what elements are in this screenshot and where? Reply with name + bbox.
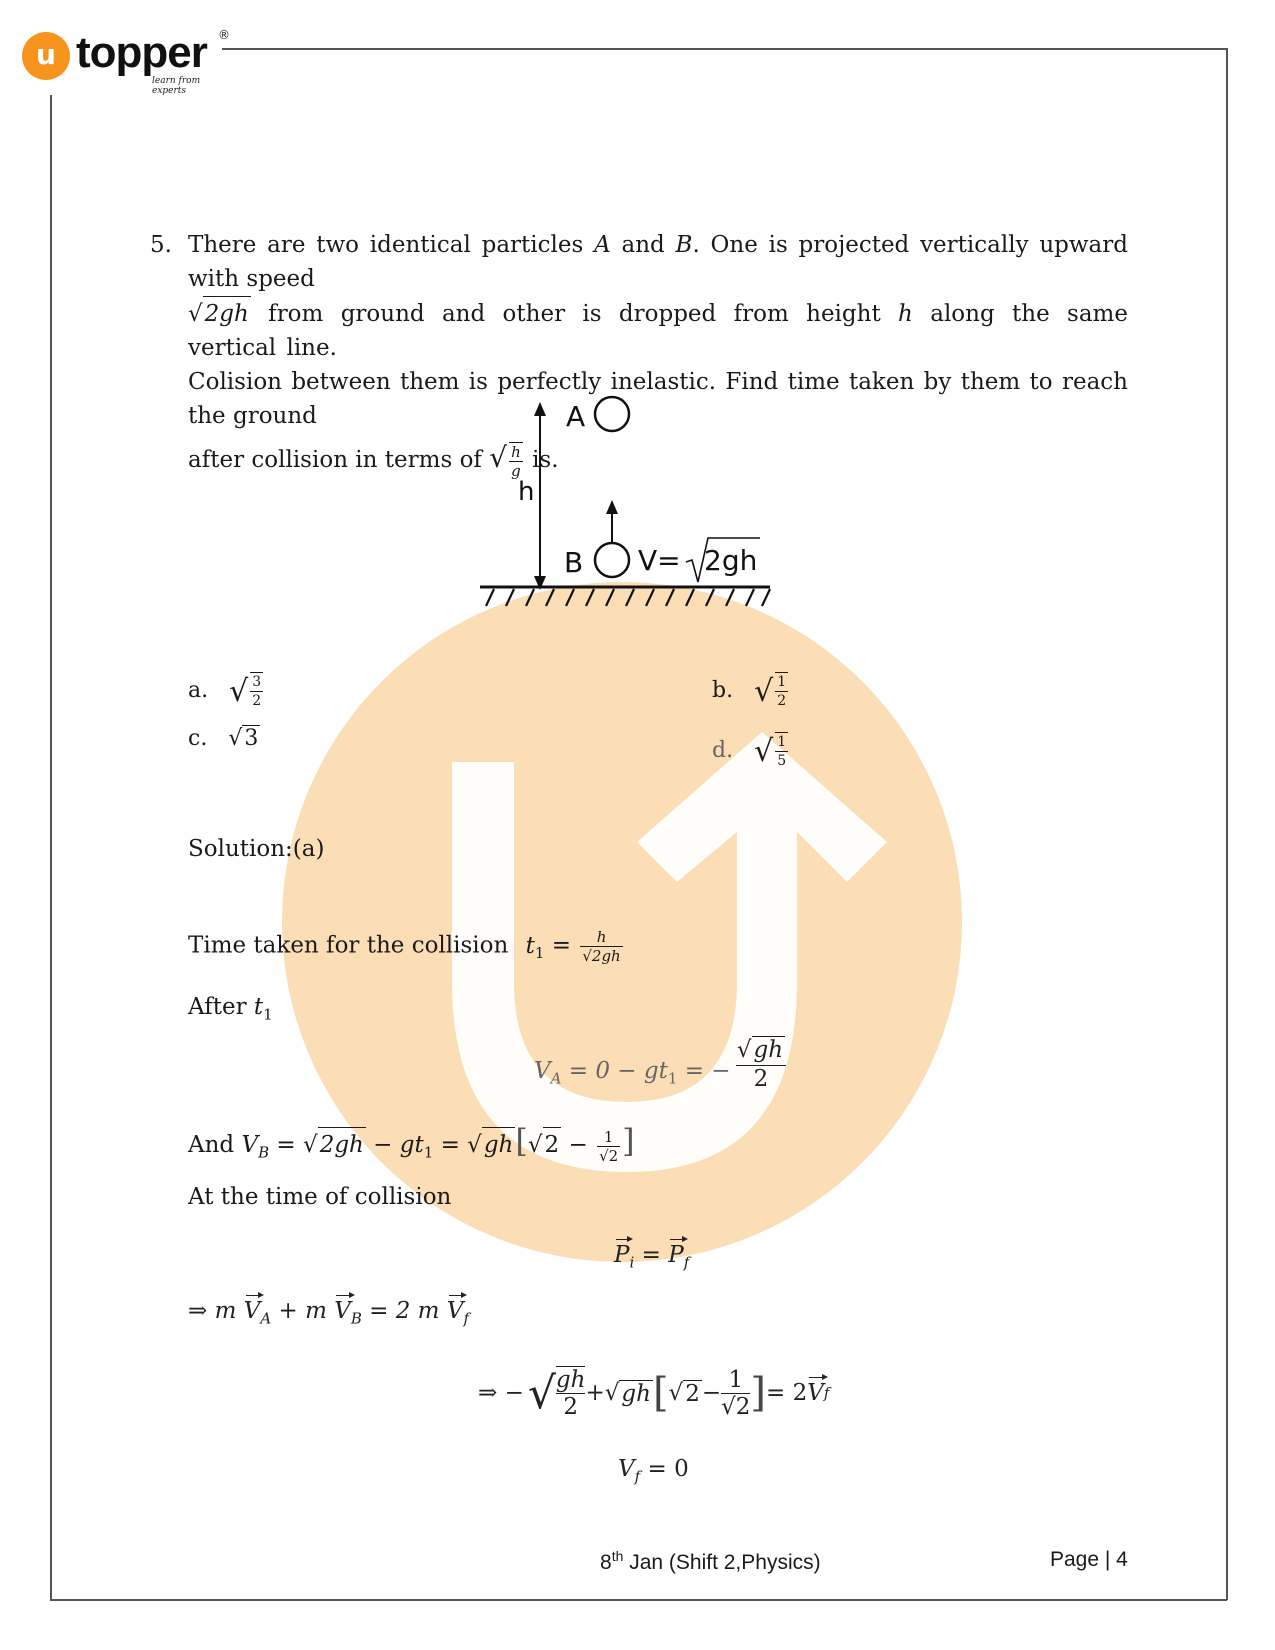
va-lhs: V <box>534 1058 551 1084</box>
momentum-equation <box>614 1242 689 1272</box>
big-eq: = 2 <box>766 1380 808 1406</box>
q-text: There are two identical particles <box>188 232 595 258</box>
collision-text: At the time of collision <box>188 1184 452 1210</box>
logo-mark-icon: u <box>22 32 70 80</box>
t1-var: t <box>525 932 535 959</box>
big-vf-sub: f <box>823 1384 830 1402</box>
vb-minus-sub: 1 <box>423 1143 434 1162</box>
vb-sqrt2: gh <box>482 1127 516 1162</box>
q-var-B: B <box>675 232 693 258</box>
va-mid: = 0 − gt <box>561 1058 668 1084</box>
q-text: and <box>610 232 676 258</box>
big-pre: ⇒ − <box>478 1380 524 1406</box>
t1-eq: = <box>551 932 572 959</box>
sqrt-symbol: √ <box>489 441 508 474</box>
solution-t1-line <box>188 928 625 970</box>
frame-left-line <box>50 95 52 1600</box>
mv-plus: + m <box>271 1298 335 1324</box>
q-text: after collision in terms of <box>188 447 490 473</box>
va-mid-sub: 1 <box>667 1069 678 1088</box>
big-br-sqrt: 2 <box>685 1380 700 1407</box>
option-c[interactable] <box>188 725 260 751</box>
question-line-2 <box>188 296 1128 365</box>
mv-vf: V <box>446 1298 464 1324</box>
big-frac: gh 2 <box>555 1367 586 1420</box>
big-sqrt: gh <box>621 1380 651 1407</box>
after-text: After <box>188 994 254 1020</box>
vb-br-sqrt: 2 <box>543 1127 562 1162</box>
mv-vf-sub: f <box>463 1309 469 1328</box>
question-line-3: Colision between them is perfectly inelastic. Find time taken by them to reach the ground <box>188 369 1128 429</box>
option-a[interactable] <box>188 672 265 710</box>
option-d-value: $\frac{1}{5}$ <box>777 734 787 769</box>
frame-top-line <box>222 48 1227 50</box>
t1-text: Time taken for the collision <box>188 932 509 959</box>
sqrt-symbol: √ <box>754 733 774 769</box>
solution-after-line <box>188 990 273 1032</box>
topper-logo <box>22 28 230 98</box>
mv-equation <box>188 1298 469 1328</box>
big-plus: + <box>585 1380 605 1406</box>
sqrt-symbol: √ <box>754 673 774 709</box>
q-frac-h-g: $\frac{h}{g}$ <box>511 443 521 480</box>
big-vf: V <box>807 1380 824 1406</box>
label-h: h <box>518 477 535 507</box>
option-a-value: $\frac{3}{2}$ <box>252 674 262 709</box>
final-sub: f <box>634 1467 641 1486</box>
sqrt-symbol: √ <box>527 1367 556 1419</box>
vb-lhs: V <box>241 1132 259 1158</box>
option-b-label: b. <box>712 678 734 703</box>
label-V: V= <box>638 544 681 577</box>
logo-word: topper <box>76 28 207 77</box>
mv-pre: ⇒ m <box>188 1298 244 1324</box>
va-frac-n: gh <box>753 1037 784 1063</box>
mv-vb-sub: B <box>350 1309 362 1328</box>
logo-tagline: learn from experts <box>152 76 201 96</box>
va-frac-d: 2 <box>753 1066 769 1092</box>
footer-exam-info: 8th Jan (Shift 2,Physics) <box>600 1548 821 1574</box>
va-frac: √gh 2 <box>736 1036 786 1092</box>
registered-mark: ® <box>218 28 230 42</box>
pf-rhs: P <box>668 1242 684 1268</box>
big-br-minus: − <box>701 1380 722 1406</box>
big-br-frac: $\frac{1}{√2}$ <box>721 1366 751 1420</box>
q-var-h: h <box>898 301 913 327</box>
solution-heading: Solution:(a) <box>188 836 325 862</box>
q-text: . One is projected vertically upward with speed <box>188 232 1128 292</box>
option-b-value: $\frac{1}{2}$ <box>777 674 787 709</box>
vb-and: And <box>188 1132 242 1158</box>
ball-A <box>595 397 629 431</box>
q-sqrt-2gh: 2gh <box>203 296 251 331</box>
label-B: B <box>564 546 584 579</box>
label-V-sqrt: 2gh <box>704 544 758 577</box>
vb-minus: − gt <box>365 1132 424 1158</box>
vb-br-frac: $\frac{1}{√2}$ <box>599 1127 619 1165</box>
option-b[interactable] <box>712 672 790 710</box>
page-number: Page | 4 <box>1050 1548 1128 1571</box>
frame-bottom-line <box>50 1599 1227 1601</box>
q-text: from ground and other is dropped from height <box>250 301 899 327</box>
big-equation: ⇒ − √ gh 2 + √ gh [ √ 2 − $\frac{1}{√2}$ ] = 2 V f <box>478 1366 830 1420</box>
final-equation <box>618 1456 689 1486</box>
after-var: t <box>253 994 264 1020</box>
q-var-A: A <box>594 232 611 258</box>
option-c-label: c. <box>188 726 208 751</box>
vb-sub: B <box>258 1143 270 1162</box>
pi-lhs: P <box>614 1242 630 1268</box>
va-equation <box>534 1058 731 1088</box>
t1-sub: 1 <box>534 944 545 963</box>
q-text: along the same vertical line. <box>188 301 1128 361</box>
pf-sub: f <box>683 1253 690 1272</box>
option-d[interactable] <box>712 732 790 770</box>
final-lhs: V <box>618 1456 635 1482</box>
sqrt-symbol: √ <box>228 726 243 751</box>
vb-eq2: = <box>433 1132 468 1158</box>
option-d-label: d. <box>712 738 734 763</box>
p-eq: = <box>634 1242 669 1268</box>
question-line-1 <box>188 228 1128 296</box>
label-A: A <box>566 400 586 433</box>
collision-diagram <box>480 392 800 642</box>
pi-sub: i <box>629 1253 635 1272</box>
mv-va: V <box>243 1298 261 1324</box>
question-number: 5. <box>150 232 172 258</box>
vb-sqrt: 2gh <box>318 1127 366 1162</box>
va-sub: A <box>550 1069 562 1088</box>
option-a-label: a. <box>188 678 209 703</box>
mv-va-sub: A <box>260 1309 272 1328</box>
q-text: is. <box>524 447 559 473</box>
ball-B <box>595 543 629 577</box>
after-sub: 1 <box>263 1005 273 1024</box>
sqrt-symbol: √ <box>229 673 249 709</box>
final-eq: = 0 <box>640 1456 689 1482</box>
mv-eq: = 2 m <box>361 1298 447 1324</box>
vb-eq: = <box>269 1132 304 1158</box>
vb-equation: And $V_B = √2gh - gt_1 = √gh[√2$ − $\frac{1}{√2}$ ] <box>188 1122 635 1165</box>
frame-right-line <box>1226 48 1228 1600</box>
vb-br-minus: − <box>561 1132 596 1158</box>
option-c-value: 3 <box>244 726 259 751</box>
mv-vb: V <box>334 1298 351 1324</box>
sqrt-symbol: √ <box>188 301 203 327</box>
va-eq: = − <box>677 1058 731 1084</box>
t1-frac: $\frac{h}{√2gh}$ <box>582 928 621 965</box>
